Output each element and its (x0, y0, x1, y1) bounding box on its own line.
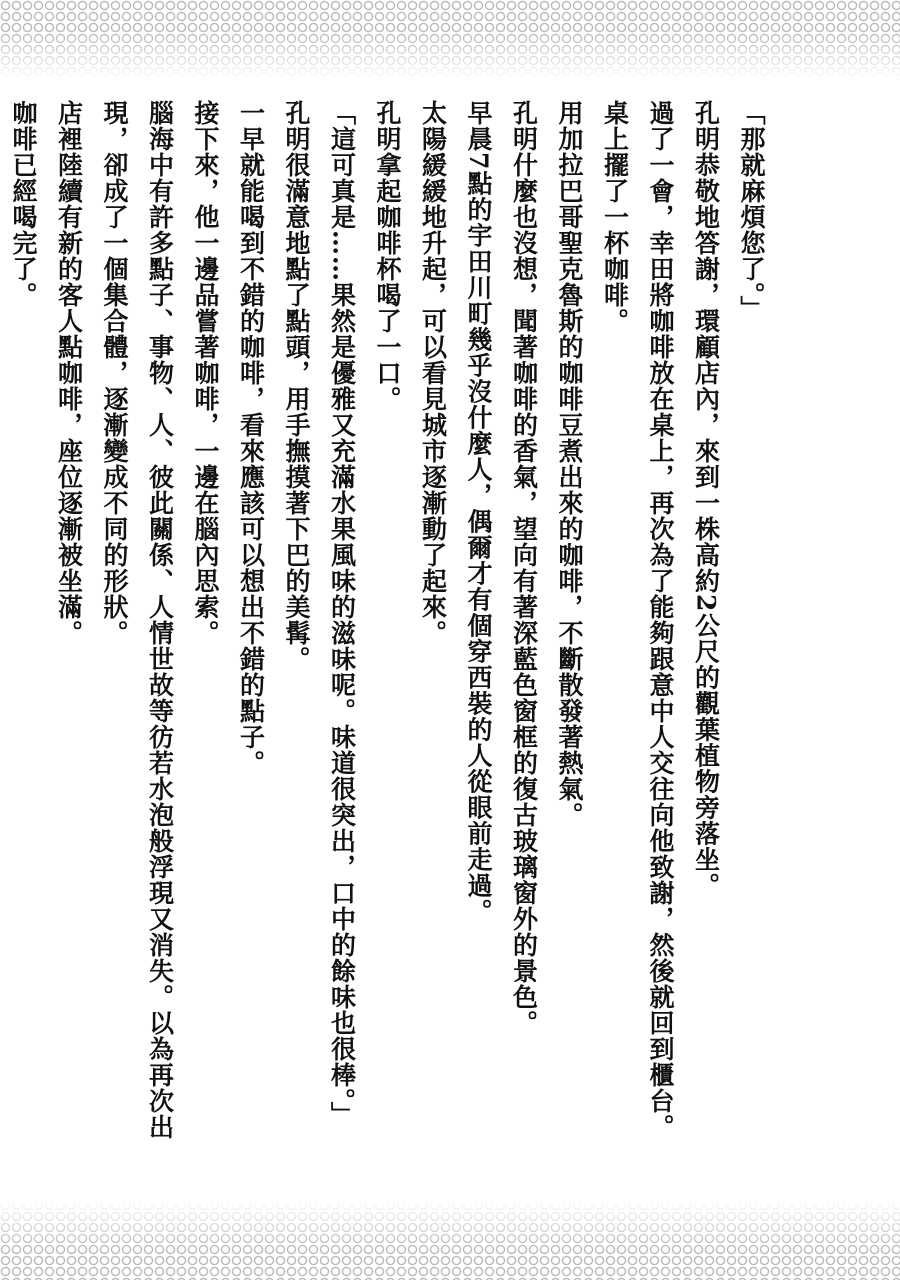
paragraph: 一早就能喝到不錯的咖啡，看來應該可以想出不錯的點子。 (236, 100, 266, 776)
paragraph: 早晨7點的宇田川町幾乎沒什麼人，偶爾才有個穿西裝的人從眼前走過。 (464, 100, 493, 925)
top-decorative-border (0, 0, 900, 80)
body-text (1, 100, 775, 1165)
paragraph: 孔明拿起咖啡杯喝了一口。 (373, 100, 402, 412)
bottom-decorative-border (0, 1200, 900, 1280)
paragraph: 接下來，他一邊品嘗著咖啡，一邊在腦內思索。 (191, 100, 220, 646)
paragraph: 孔明很滿意地點了點頭，用手撫摸著下巴的美髯。 (282, 100, 311, 672)
paragraph: 店裡陸續有新的客人點咖啡，座位逐漸被坐滿。 (54, 100, 84, 646)
paragraph: 「這可真是……果然是優雅又充滿水果風味的滋味呢。味道很突出，口中的餘味也很棒。」 (327, 100, 357, 1128)
paragraph: 用加拉巴哥聖克魯斯的咖啡豆煮出來的咖啡，不斷散發著熱氣。 (555, 100, 584, 828)
paragraph: 腦海中有許多點子、事物、人、彼此關係、人情世故等彷若水泡般浮現又消失。以為再次出現，卻成了一個集合體，逐漸變成不同的形狀。 (100, 100, 175, 1140)
paragraph: 太陽緩緩地升起，可以看見城市逐漸動了起來。 (418, 100, 448, 646)
paragraph: 孔明恭敬地答謝，環顧店內，來到一株高約2公尺的觀葉植物旁落坐。 (691, 100, 721, 899)
paragraph: 孔明什麼也沒想，聞著咖啡的香氣，望向有著深藍色窗框的復古玻璃窗外的景色。 (509, 100, 539, 1036)
paragraph: 過了一會，幸田將咖啡放在桌上，再次為了能夠跟意中人交往向他致謝，然後就回到櫃台。 (646, 100, 675, 1140)
paragraph: 「那就麻煩您了。」 (737, 100, 766, 322)
paragraph: 桌上擺了一杯咖啡。 (600, 100, 630, 334)
paragraph: 咖啡已經喝完了。 (9, 100, 38, 308)
